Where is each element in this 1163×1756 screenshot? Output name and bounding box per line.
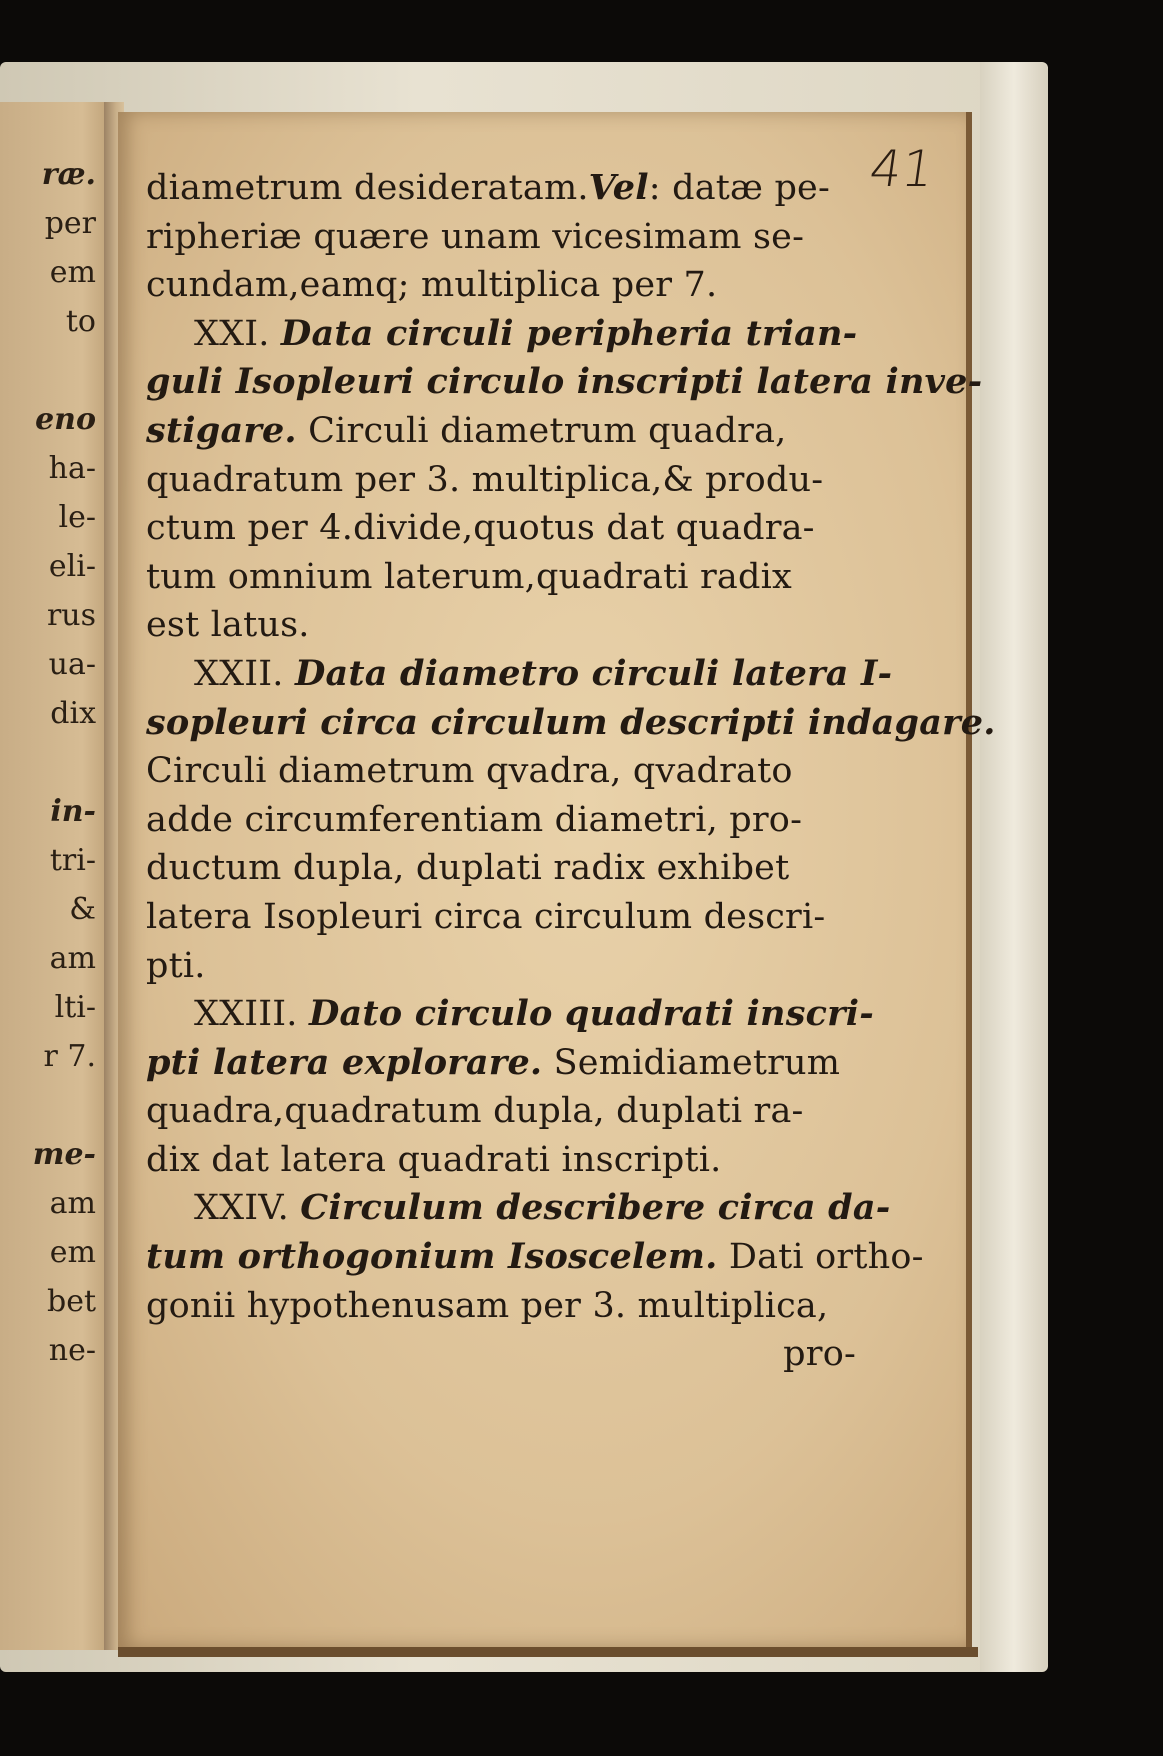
left-page xyxy=(0,102,118,1650)
italic-text: stigare. xyxy=(146,409,297,451)
roman-text: gonii hypothenusam per 3. multiplica, xyxy=(146,1285,829,1326)
roman-text: tum omnium laterum,quadrati radix xyxy=(146,556,792,597)
left-fragment: am xyxy=(49,1186,96,1221)
left-fragment: le- xyxy=(58,500,96,535)
italic-text: Dato circulo quadrati inscri- xyxy=(308,993,874,1035)
book-cover-edge xyxy=(980,62,1048,1672)
roman-text: quadratum per 3. multiplica,& produ- xyxy=(146,459,824,500)
roman-text: ctum per 4.divide,quotus dat quadra- xyxy=(146,508,815,549)
left-fragment: to xyxy=(65,304,96,339)
text-line xyxy=(146,942,866,991)
italic-text: Circulum describere circa da- xyxy=(300,1187,891,1229)
text-line xyxy=(146,1184,891,1233)
page-bottom-edge xyxy=(118,1647,978,1657)
left-fragment: in- xyxy=(50,794,96,829)
roman-text: dix dat latera quadrati inscripti. xyxy=(146,1139,722,1180)
italic-text: Data diametro circuli latera I- xyxy=(294,652,893,694)
text-line xyxy=(146,213,866,262)
left-fragment xyxy=(0,738,100,787)
text-line xyxy=(146,1330,866,1379)
left-fragment: ne- xyxy=(48,1333,96,1368)
text-line xyxy=(146,747,866,796)
roman-text: XXII. xyxy=(194,653,295,694)
roman-text: Semidiametrum xyxy=(542,1042,841,1083)
roman-text: latera Isopleuri circa circulum descri- xyxy=(146,896,826,937)
text-line xyxy=(146,1136,866,1185)
left-fragment: ræ. xyxy=(41,157,96,192)
text-line xyxy=(146,1087,866,1136)
text-line xyxy=(146,1282,866,1331)
page-number: 41 xyxy=(865,140,938,198)
roman-text: pro- xyxy=(783,1334,856,1375)
italic-text: pti latera explorare. xyxy=(146,1041,543,1083)
left-fragment: eno xyxy=(35,402,96,437)
left-fragment: ua- xyxy=(48,647,96,682)
roman-text: est latus. xyxy=(146,605,310,646)
text-line xyxy=(146,164,866,213)
text-line xyxy=(146,699,996,748)
left-fragment xyxy=(0,1081,100,1130)
roman-text: XXIII. xyxy=(194,994,309,1035)
text-line xyxy=(146,553,866,602)
left-fragment: ha- xyxy=(48,451,96,486)
roman-text: Dati ortho- xyxy=(717,1237,924,1278)
roman-text: adde circumferentiam diametri, pro- xyxy=(146,799,803,840)
roman-text: Circuli diametrum qvadra, qvadrato xyxy=(146,751,793,792)
left-fragment: & xyxy=(69,892,96,927)
text-line xyxy=(146,261,866,310)
left-fragment: dix xyxy=(50,696,96,731)
left-fragment: rus xyxy=(46,598,96,633)
left-fragment: lti- xyxy=(54,990,96,1025)
text-line xyxy=(146,310,866,359)
left-fragment: em xyxy=(49,1235,96,1270)
text-line xyxy=(146,601,866,650)
roman-text: : datæ pe- xyxy=(648,168,830,208)
roman-text: quadra,quadratum dupla, duplati ra- xyxy=(146,1091,804,1132)
text-line xyxy=(146,504,866,553)
left-page-fragments xyxy=(0,150,100,1375)
text-line xyxy=(146,407,866,456)
italic-text: sopleuri circa circulum descripti indagare. xyxy=(146,701,996,743)
roman-text: pti. xyxy=(146,945,206,986)
text-line xyxy=(146,1039,866,1088)
roman-text: cundam,eamq; multiplica per 7. xyxy=(146,265,718,306)
left-fragment xyxy=(0,346,100,395)
italic-text: guli Isopleuri circulo inscripti latera inve- xyxy=(146,361,983,403)
roman-text: Circuli diametrum quadra, xyxy=(296,410,787,451)
left-fragment: r 7. xyxy=(43,1039,96,1074)
italic-text: Vel xyxy=(588,167,649,208)
roman-text: ripheriæ quære unam vicesimam se- xyxy=(146,216,805,257)
roman-text: ductum dupla, duplati radix exhibet xyxy=(146,848,790,889)
text-line xyxy=(146,650,893,699)
italic-text: Data circuli peripheria trian- xyxy=(280,312,858,354)
left-fragment: am xyxy=(49,941,96,976)
left-fragment: tri- xyxy=(49,843,96,878)
roman-text: diametrum desideratam. xyxy=(146,168,589,208)
left-fragment: bet xyxy=(46,1284,96,1319)
text-line xyxy=(146,893,866,942)
left-fragment: eli- xyxy=(48,549,96,584)
left-fragment: me- xyxy=(32,1137,96,1172)
text-line xyxy=(146,1233,924,1282)
left-fragment: em xyxy=(49,255,96,290)
text-line xyxy=(146,990,874,1039)
roman-text: XXI. xyxy=(194,313,281,354)
italic-text: tum orthogonium Isoscelem. xyxy=(146,1236,718,1278)
text-line xyxy=(146,844,866,893)
text-line xyxy=(146,796,866,845)
text-line xyxy=(146,456,866,505)
left-fragment: per xyxy=(44,206,96,241)
roman-text: XXIV. xyxy=(194,1188,301,1229)
text-line xyxy=(146,358,983,407)
